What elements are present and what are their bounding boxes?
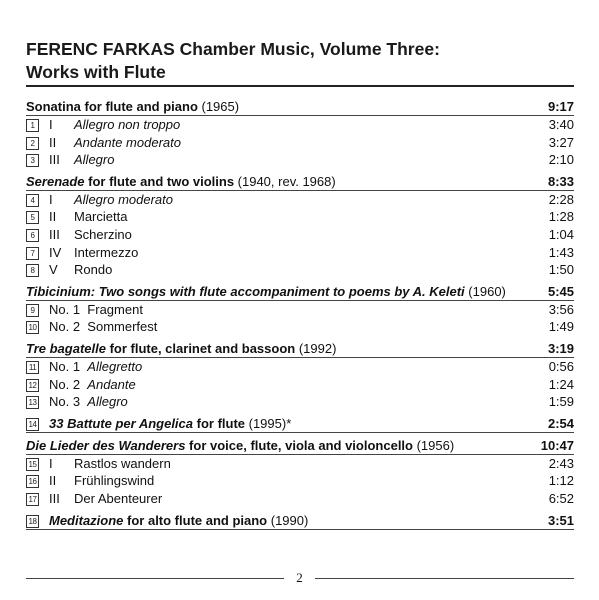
track-row (26, 455, 574, 473)
track-number-box: 3 (26, 154, 39, 167)
track-duration: 1:12 (548, 473, 574, 489)
track-number-box: 16 (26, 475, 39, 488)
track-number-box: 9 (26, 304, 39, 317)
movement-tempo: Allegro (87, 394, 128, 410)
footer-rule-right (315, 578, 574, 579)
movement-title: Rondo (74, 262, 113, 278)
title-line-2: Works with Flute (26, 62, 166, 82)
work-header (26, 340, 574, 358)
work-duration: 8:33 (547, 173, 574, 189)
movement-title (49, 318, 157, 336)
work-title-part: (1940, rev. 1968) (234, 173, 336, 189)
song-number: No. 1 (49, 358, 88, 374)
movement-numeral: I (49, 191, 53, 207)
work-header (26, 173, 574, 191)
work-title-part: (1990) (267, 512, 309, 528)
page-number: 2 (296, 570, 303, 585)
movement-numeral: II (49, 209, 57, 225)
work-title-part: (1960) (464, 283, 506, 299)
track-duration: 2:10 (548, 152, 574, 168)
track-row (26, 358, 574, 376)
movement-title: Marcietta (74, 209, 128, 225)
work-header (26, 283, 574, 301)
track-row (26, 472, 574, 490)
track-number-box: 5 (26, 211, 39, 224)
work-title-part: Meditazione (49, 512, 124, 528)
work-title-part: for alto flute and piano (123, 512, 268, 528)
movement-title: Allegro non troppo (74, 117, 181, 132)
track-number-box: 17 (26, 493, 39, 506)
work-title-part: (1995)* (245, 415, 292, 431)
track-number-box: 10 (26, 321, 39, 334)
work-header (26, 512, 574, 530)
work-title-part: for flute, clarinet and bassoon (105, 340, 296, 356)
work-duration: 3:51 (547, 512, 574, 528)
track-row (26, 226, 574, 244)
work-duration: 2:54 (547, 415, 574, 431)
movement-tempo: Andante (87, 376, 136, 392)
movement-numeral: IV (49, 244, 62, 260)
work-title-part: Sonatina for flute and piano (26, 99, 198, 114)
track-number-box: 1 (26, 119, 39, 132)
track-number-box: 15 (26, 458, 39, 471)
movement-title (49, 393, 128, 411)
track-row (26, 318, 574, 336)
work-title (26, 437, 454, 455)
movement-title: Rastlos wandern (74, 455, 171, 471)
track-number-box: 18 (26, 515, 39, 528)
work-title-part: (1956) (412, 437, 455, 453)
track-duration: 6:52 (548, 490, 574, 506)
track-duration: 1:28 (548, 209, 574, 225)
track-number-box: 8 (26, 264, 39, 277)
track-row (26, 208, 574, 226)
track-duration: 3:40 (548, 117, 574, 132)
booklet-title (26, 38, 574, 84)
movement-numeral: V (49, 262, 58, 278)
work-title-part: (1992) (295, 340, 337, 356)
work-title-part: for flute and two violins (84, 173, 235, 189)
work-title-part: Tre bagatelle (26, 340, 106, 356)
movement-numeral: III (49, 490, 60, 506)
work-title (49, 415, 291, 433)
work-title (26, 283, 506, 301)
track-row (26, 134, 574, 152)
track-duration: 0:56 (548, 358, 574, 374)
track-number-box: 13 (26, 396, 39, 409)
movement-title: Allegro moderato (74, 191, 173, 207)
movement-numeral: III (49, 226, 60, 242)
work-title-part: Serenade (26, 173, 85, 189)
track-row (26, 301, 574, 319)
work-title (26, 340, 336, 358)
work-duration: 9:17 (547, 99, 574, 114)
movement-numeral: II (49, 473, 57, 489)
track-number-box: 2 (26, 137, 39, 150)
footer-rule-left (26, 578, 284, 579)
track-row (26, 261, 574, 279)
track-duration: 1:50 (548, 262, 574, 278)
work-title-part: Tibicinium: Two songs with flute accompaniment to poems by A. Keleti (26, 283, 465, 299)
song-number: No. 3 (49, 394, 88, 410)
work-duration: 10:47 (540, 437, 574, 453)
track-row (26, 151, 574, 169)
work-title-part: for flute (193, 415, 246, 431)
movement-title (49, 376, 136, 394)
work-title-part: (1965) (197, 99, 240, 114)
movement-tempo: Allegretto (87, 358, 143, 374)
track-duration: 3:56 (548, 301, 574, 317)
track-duration: 3:27 (548, 134, 574, 150)
title-line-1: FERENC FARKAS Chamber Music, Volume Three: (26, 39, 440, 59)
track-number-box: 12 (26, 379, 39, 392)
track-duration: 1:24 (548, 376, 574, 392)
movement-title: Frühlingswind (74, 473, 155, 489)
movement-title (49, 358, 142, 376)
track-number-box: 11 (26, 361, 39, 374)
track-row (26, 376, 574, 394)
movement-title (49, 301, 143, 319)
track-number-box: 14 (26, 418, 39, 431)
track-number-box: 6 (26, 229, 39, 242)
work-title-part: for voice, flute, viola and violoncello (185, 437, 413, 453)
work-title (49, 512, 308, 530)
track-duration: 1:43 (548, 244, 574, 260)
work-header (26, 437, 574, 455)
work-title (26, 98, 239, 116)
movement-title: Scherzino (74, 226, 132, 242)
song-number: No. 2 (49, 376, 88, 392)
work-title (26, 173, 336, 191)
track-number-box: 4 (26, 194, 39, 207)
work-header (26, 415, 574, 433)
song-number: No. 1 Fragment (49, 301, 143, 317)
movement-title: Intermezzo (74, 244, 139, 260)
work-title-part: Die Lieder des Wanderers (26, 437, 186, 453)
work-title-part: 33 Battute per Angelica (49, 415, 194, 431)
work-duration: 5:45 (547, 283, 574, 299)
title-rule (26, 85, 574, 87)
track-row (26, 490, 574, 508)
movement-title: Allegro (74, 152, 115, 168)
work-header (26, 98, 574, 116)
track-row (26, 191, 574, 209)
movement-title: Der Abenteurer (74, 490, 163, 506)
track-row (26, 116, 574, 134)
track-number-box: 7 (26, 247, 39, 260)
track-duration: 1:04 (548, 226, 574, 242)
movement-numeral: I (49, 117, 53, 132)
track-duration: 2:43 (548, 455, 574, 471)
movement-numeral: III (49, 152, 60, 168)
track-duration: 2:28 (548, 191, 574, 207)
track-duration: 1:49 (548, 319, 574, 335)
movement-title: Andante moderato (74, 134, 181, 150)
track-list (26, 98, 574, 530)
track-row (26, 393, 574, 411)
movement-numeral: II (49, 134, 57, 150)
movement-numeral: I (49, 455, 53, 471)
track-row (26, 244, 574, 262)
work-duration: 3:19 (547, 340, 574, 356)
song-number: No. 2 Sommerfest (49, 319, 158, 335)
track-duration: 1:59 (548, 394, 574, 410)
